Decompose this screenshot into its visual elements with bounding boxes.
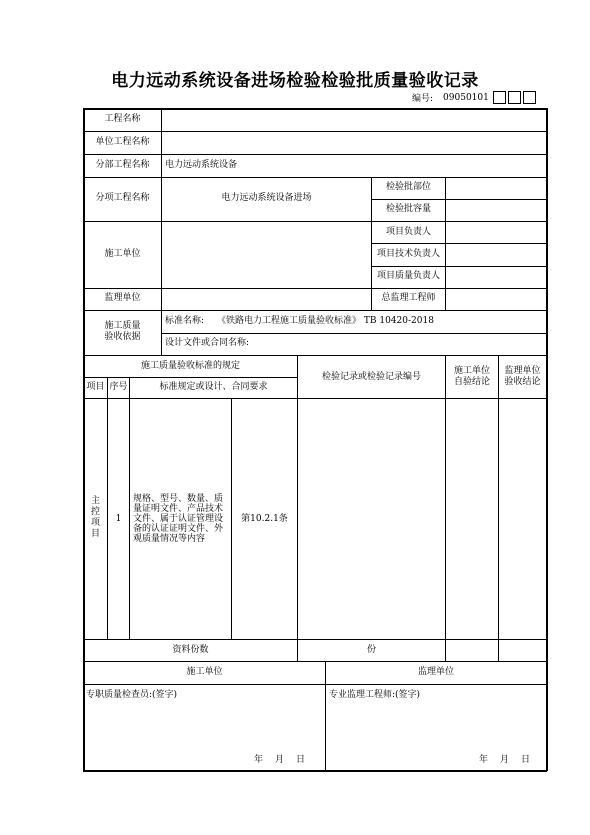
contractor-date-month: 月 [275, 755, 285, 765]
row-number: 1 [115, 514, 122, 524]
unit-project-label: 单位工程名称 [95, 137, 150, 147]
contractor-sign-label: 专职质量检查员:(签字) [86, 690, 178, 700]
self-check-header-1: 施工单位 [453, 366, 490, 376]
project-name-label: 工程名称 [104, 114, 141, 124]
contractor-date-year: 年 [254, 755, 264, 765]
main-item-label: 主控项目 [90, 496, 100, 539]
docs-unit: 份 [366, 645, 376, 655]
serial-code: 09050101 [443, 92, 489, 103]
supervisor-check-header-2: 验收结论 [504, 377, 541, 387]
row-clause: 第10.2.1条 [241, 514, 288, 524]
contractor-label: 施工单位 [104, 249, 141, 259]
standard-name: 《铁路电力工程施工质量验收标准》 TB 10420-2018 [217, 316, 434, 326]
supervisor-sign-label: 专业监理工程师:(签字) [329, 690, 421, 700]
batch-capacity-label: 检验批容量 [385, 204, 431, 214]
serial-box-1[interactable] [493, 91, 506, 104]
supervisor-check-header-1: 监理单位 [504, 366, 541, 376]
item-project-value: 电力远动系统设备进场 [221, 193, 312, 203]
serial-number [412, 91, 536, 104]
supervisor-date-month: 月 [500, 755, 510, 765]
docs-count-label: 资料份数 [172, 645, 209, 655]
supervisor-date-day: 日 [521, 755, 531, 765]
serial-box-3[interactable] [523, 91, 536, 104]
basis-label-1: 施工质量 [104, 321, 141, 331]
supervisor-date-year: 年 [479, 755, 489, 765]
row-requirement: 规格、型号、数量、质量证明文件、产品技术文件、属于认证管理设备的认证证明文件、外观质量情况等内容 [133, 494, 224, 544]
col-item-header: 项目 [86, 382, 105, 392]
item-project-label: 分项工程名称 [95, 193, 150, 203]
record-header: 检验记录或检验记录编号 [321, 372, 421, 382]
chief-supervisor-label: 总监理工程师 [381, 293, 436, 303]
sub-project-label: 分部工程名称 [95, 160, 150, 170]
spec-header: 施工质量验收标准的规定 [140, 361, 240, 371]
quality-manager-label: 项目质量负责人 [376, 271, 440, 281]
basis-label-2: 验收依据 [104, 332, 141, 342]
tech-manager-label: 项目技术负责人 [376, 249, 440, 259]
serial-box-2[interactable] [508, 91, 521, 104]
batch-location-label: 检验批部位 [385, 182, 431, 192]
col-req-header: 标准规定或设计、合同要求 [159, 382, 268, 392]
project-manager-label: 项目负责人 [385, 227, 431, 237]
sign-supervisor-header: 监理单位 [417, 667, 454, 677]
self-check-header-2: 自验结论 [453, 377, 490, 387]
design-doc-label: 设计文件或合同名称: [165, 338, 250, 348]
sub-project-value: 电力远动系统设备 [165, 160, 238, 170]
col-no-header: 序号 [109, 382, 128, 392]
serial-label: 编号: [412, 94, 434, 104]
page-title: 电力远动系统设备进场检验检验批质量验收记录 [111, 71, 479, 91]
standard-prefix: 标准名称: [165, 316, 205, 326]
contractor-date-day: 日 [296, 755, 306, 765]
sign-contractor-header: 施工单位 [186, 667, 223, 677]
supervisor-label: 监理单位 [104, 293, 141, 303]
